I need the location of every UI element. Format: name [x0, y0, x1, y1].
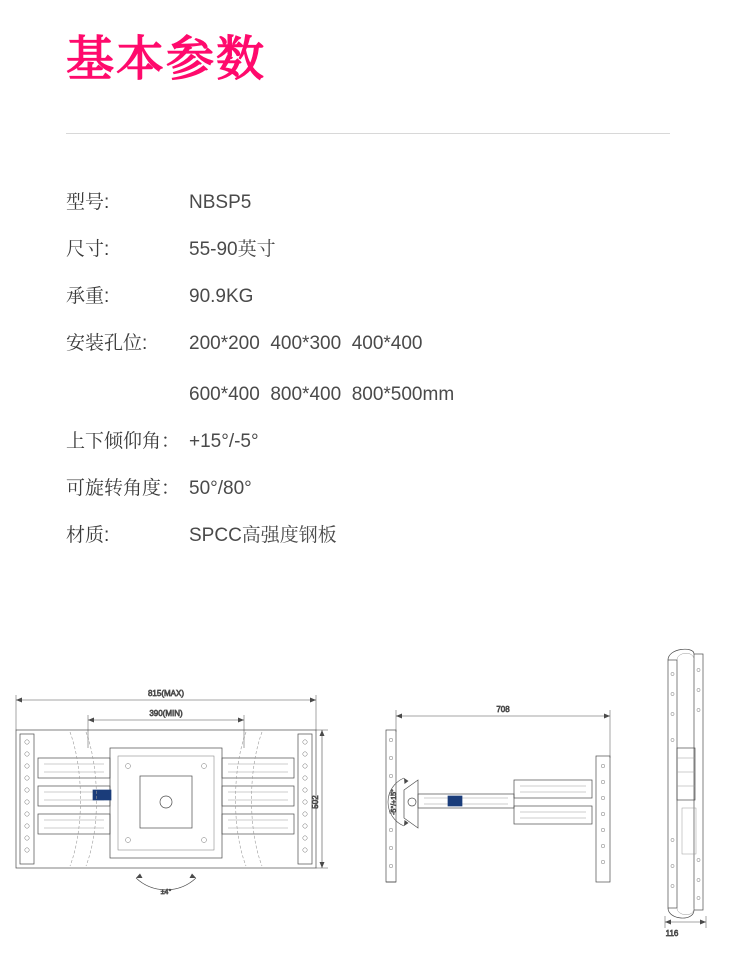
spec-label: 可旋转角度： [66, 478, 181, 499]
dim-folded-thickness: 116 [665, 929, 679, 938]
spec-value-line: 55-90英寸 [189, 239, 276, 260]
spec-value [189, 523, 337, 549]
spec-row [66, 284, 676, 310]
spec-value [189, 190, 251, 216]
spec-row [66, 429, 676, 455]
spec-value-line: 600*400 800*400 800*500mm [189, 384, 455, 405]
spec-row [66, 523, 676, 549]
side-view-group [386, 705, 610, 882]
spec-row [66, 331, 676, 408]
spec-label: 型号: [66, 192, 110, 213]
spec-label: 材质: [66, 525, 110, 546]
spec-value-line: NBSP5 [189, 192, 252, 213]
spec-value-line: +15°/-5° [189, 431, 259, 452]
spec-value [189, 429, 259, 455]
spec-label: 承重: [66, 286, 110, 307]
spec-value [189, 284, 253, 310]
spec-value [189, 237, 276, 263]
spec-value-line: SPCC高强度钢板 [189, 525, 337, 546]
dim-front-max: 815(MAX) [147, 689, 185, 698]
front-view-group [16, 689, 328, 896]
spec-label: 安装孔位: [66, 333, 148, 354]
dim-front-height: 502 [311, 795, 320, 809]
technical-drawings [0, 640, 734, 968]
spec-value-line: 50°/80° [189, 478, 252, 499]
folded-view-group [665, 649, 706, 938]
spec-row [66, 476, 676, 502]
spec-value-line: 200*200 400*300 400*400 [189, 333, 423, 354]
spec-value-line: 90.9KG [189, 286, 254, 307]
spec-row [66, 237, 676, 263]
dim-front-angle: ±4° [160, 889, 172, 896]
spec-value [189, 476, 252, 502]
spec-value [189, 331, 454, 408]
spec-table [66, 190, 676, 570]
spec-label: 尺寸: [66, 239, 110, 260]
dim-side-depth: 708 [496, 705, 510, 714]
dim-front-min: 390(MIN) [149, 709, 183, 718]
spec-row [66, 190, 676, 216]
page-title: 基本参数 [66, 33, 267, 86]
spec-label: 上下倾仰角： [66, 431, 181, 452]
dim-side-tilt: -5°/+15° [391, 789, 398, 815]
title-divider [66, 133, 670, 134]
